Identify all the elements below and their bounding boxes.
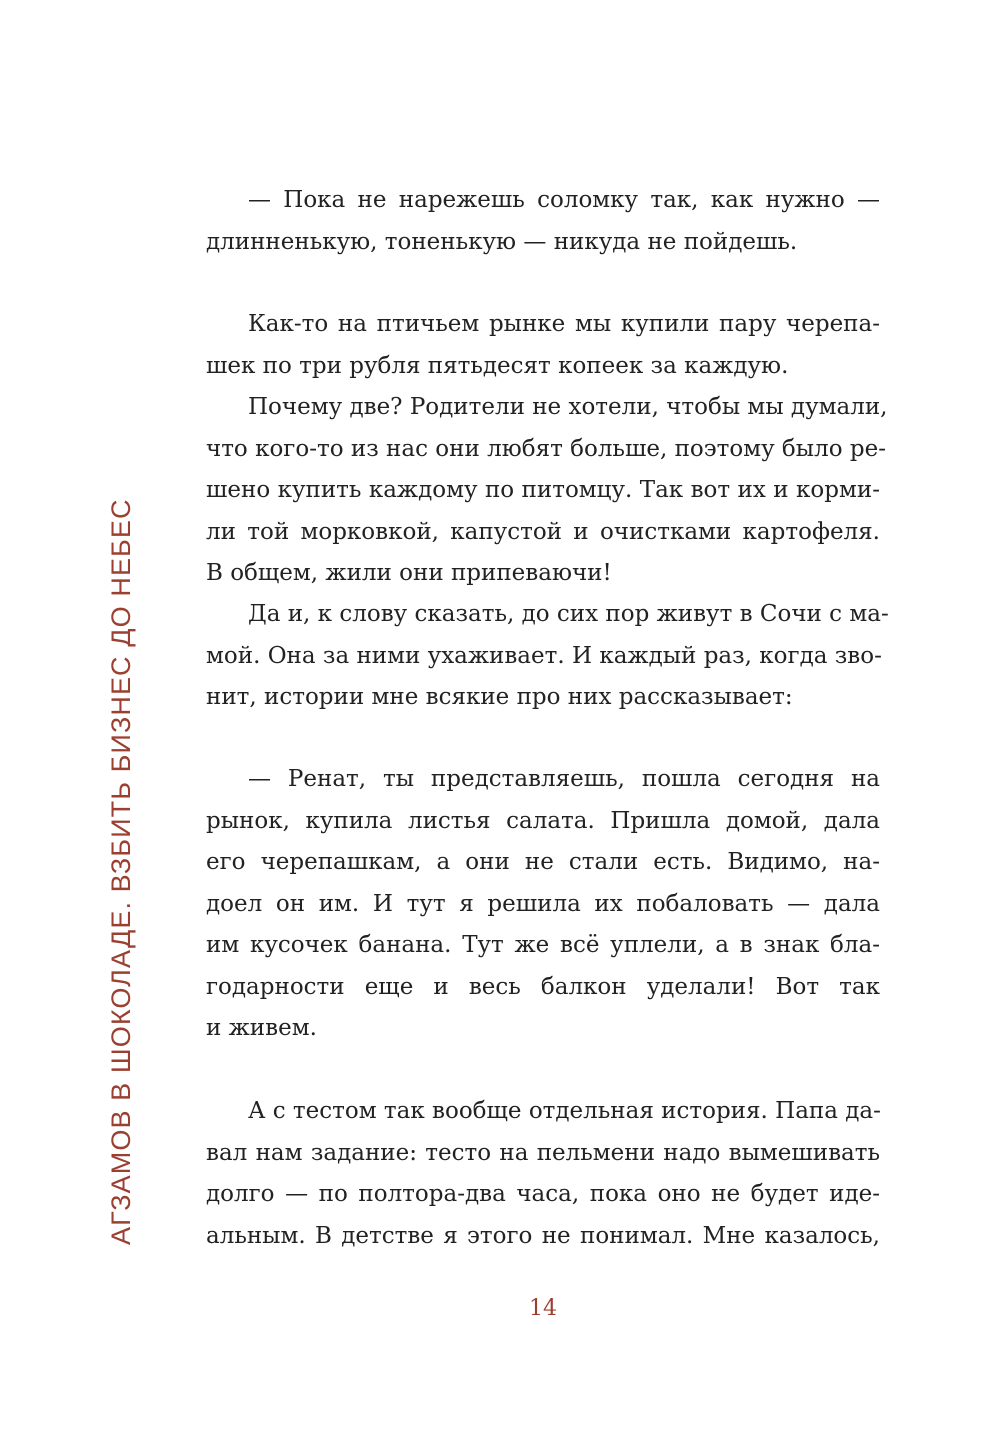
text-line: что кого-то из нас они любят больше, поэтому было ре- <box>206 435 886 462</box>
text-line: мой. Она за ними ухаживает. И каждый раз, когда зво- <box>206 642 882 669</box>
text-line: доел он им. И тут я решила их побаловать — дала <box>206 890 880 917</box>
text-line: долго — по полтора-два часа, пока оно не будет иде- <box>206 1181 880 1207</box>
page-number: 14 <box>529 1296 557 1321</box>
text-line: годарности еще и весь балкон уделали! Вот так <box>206 973 880 1000</box>
text-line: шек по три рубля пятьдесят копеек за каждую. <box>206 352 789 379</box>
paragraph-dialogue-mother <box>206 759 880 1050</box>
text-line: нит, истории мне всякие про них рассказывает: <box>206 684 793 710</box>
text-line: им кусочек банана. Тут же всё уплели, а в знак бла- <box>206 932 880 958</box>
text-line: его черепашкам, а они не стали есть. Видимо, на- <box>206 849 880 875</box>
paragraph-dialogue-straws <box>206 180 880 263</box>
text-line: шено купить каждому по питомцу. Так вот их и корми- <box>206 477 880 503</box>
text-line: — Ренат, ты представляешь, пошла сегодня на <box>248 766 880 792</box>
paragraph-dough-story <box>206 1091 880 1257</box>
paragraph-still-alive <box>206 594 889 719</box>
text-line: и живем. <box>206 1015 317 1041</box>
text-line: Как-то на птичьем рынке мы купили пару черепа- <box>248 311 880 337</box>
text-line: Почему две? Родители не хотели, чтобы мы думали, <box>248 394 888 420</box>
text-line: — Пока не нарежешь соломку так, как нужно — <box>248 187 880 213</box>
text-line: вал нам задание: тесто на пельмени надо вымешивать <box>206 1139 880 1166</box>
running-head-book-title: АГЗАМОВ В ШОКОЛАДЕ. ВЗБИТЬ БИЗНЕС ДО НЕБЕС <box>106 498 136 1245</box>
text-line: В общем, жили они припеваючи! <box>206 560 612 586</box>
text-line: ли той морковкой, капустой и очистками картофеля. <box>206 518 880 545</box>
text-line: длинненькую, тоненькую — никуда не пойдешь. <box>206 228 798 255</box>
paragraph-turtles-bought <box>206 304 880 387</box>
text-line: альным. В детстве я этого не понимал. Мне казалось, <box>206 1222 880 1249</box>
paragraph-why-two <box>206 387 888 595</box>
text-line: рынок, купила листья салата. Пришла домой, дала <box>206 807 880 834</box>
text-line: Да и, к слову сказать, до сих пор живут в Сочи с ма- <box>248 601 889 627</box>
text-line: А с тестом так вообще отдельная история. Папа да- <box>248 1098 881 1124</box>
